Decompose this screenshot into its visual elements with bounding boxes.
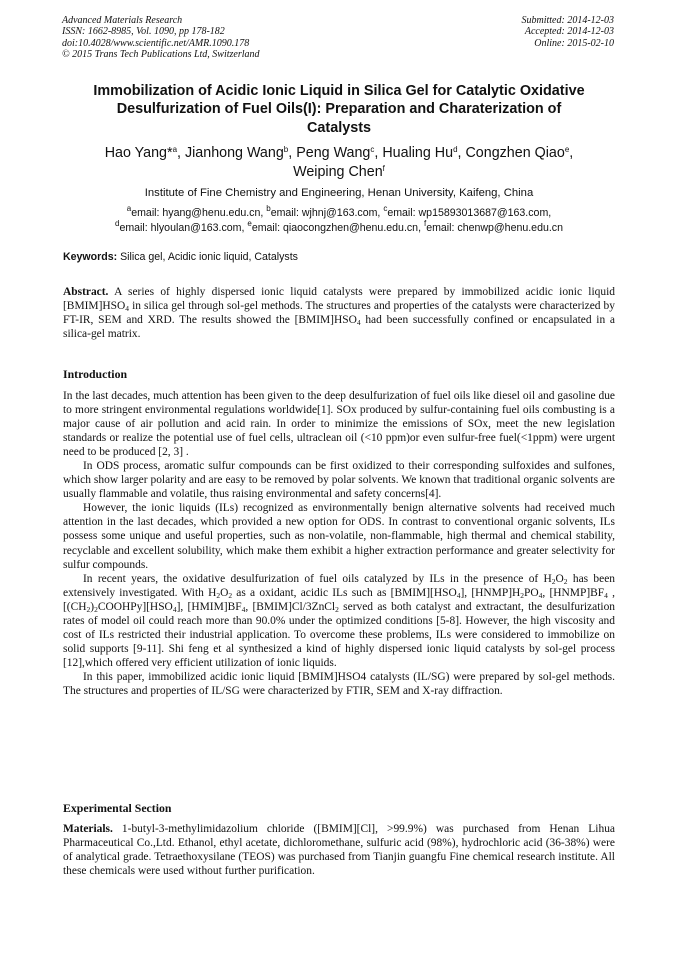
intro-paragraph-4: In recent years, the oxidative desulfurization of fuel oils catalyzed by ILs in the presence of $H_2O_2$ has been extensively investigated. With $H_2O_2$ as a oxidant, acidic ILs such as $[BMIM][HSO_4]$, $[HNMP]H_2PO_4$, $[HNMP]BF_4$ $,[(CH_2)_2COOHPy][HSO_4]$, $[HMIM]BF_4$, [BMIM]Cl/3ZnCl$_2$ served as both catalyst and extractant, the desulfurization rates of model oil could reach more than 90.0% under the optimized conditions [5-8]. However, the high viscosity and cost of ILs restricted their industrial application. To overcome these problems, ILs were considered to immobilize on solid supports [9-11]. Shi feng et al synthesized a kind of highly dispersed ionic liquid catalysts by sol-gel process [12],which offered very efficient utilization of ionic liquids. bbox=[63, 572, 616, 669]
abstract: Abstract. A series of highly dispersed ionic liquid catalysts were prepared by immobilized acidic ionic liquid $[BMIM]HSO_4$ in silica gel through sol-gel methods. The structures and properties of the catalysts were characterized by FT-IR, SEM and XRD. The results showed the $[BMIM]HSO_4$ had been successfully confined or encapsulated in a silica-gel matrix. bbox=[63, 286, 615, 341]
intro-paragraph-5: In this paper, immobilized acidic ionic liquid [BMIM]HSO4 catalysts (IL/SG) were prepared by sol-gel methods. The structures and properties of IL/SG were characterized by FTIR, SEM and X-ray diffraction. bbox=[63, 670, 615, 697]
author: Jianhong Wang$^b$, bbox=[184, 145, 297, 161]
email-entry[interactable]: $^d$email: hlyoulan@163.com, bbox=[114, 218, 248, 234]
author: Hao Yang*$^a$, bbox=[104, 145, 185, 161]
keywords-text: Silica gel, Acidic ionic liquid, Catalysts bbox=[117, 251, 298, 263]
intro-paragraph-1: In the last decades, much attention has been given to the deep desulfurization of fuel oils like diesel oil and gasoline due to more stringent environmental regulations worldwide[1]. SOx produced by sulfur-containing fuel oils combusting is a major cause of air pollution and acid rain. In order to minimize the emissions of SOx, meet the new legislation standards or realize the potential use of fuel cells, ultraclean oil (<10 ppm)or even sulfur-free fuel(<1ppm) were urgent need to be produced [2, 3] . bbox=[63, 390, 615, 459]
intro-paragraph-3: However, the ionic liquids (ILs) recognized as environmentally benign alternative solvents had received much attention in the last decades, which provided a new option for ODS. In contrast to conventional organic solvents, ILs possess some unique and useful properties, such as non-volatile, non-flammable, high thermal and chemical stability, recyclable and excellent solubility, which make them exhibit a higher extraction performance and greater selectivity for sulfur compounds. bbox=[63, 502, 615, 571]
journal-name: Advanced Materials Research bbox=[62, 15, 183, 26]
affiliation: Institute of Fine Chemistry and Engineering, Henan University, Kaifeng, China bbox=[144, 187, 534, 199]
email-entry[interactable]: $^f$email: chenwp@henu.edu.cn bbox=[423, 218, 563, 234]
author-emails bbox=[44, 206, 634, 235]
keywords-label: Keywords: bbox=[63, 251, 118, 263]
author: Weiping Chen$^f$ bbox=[293, 164, 385, 180]
title-line-3: Catalysts bbox=[307, 119, 371, 136]
email-entry[interactable]: $^e$email: qiaocongzhen@henu.edu.cn, bbox=[247, 218, 424, 234]
materials-paragraph bbox=[63, 822, 615, 878]
title-line-2: Desulfurization of Fuel Oils(I): Preparation and Charaterization of bbox=[116, 101, 562, 118]
journal-header-left bbox=[62, 15, 260, 61]
journal-header-right bbox=[522, 15, 615, 49]
materials-text: 1-butyl-3-methylimidazolium chloride ([BMIM][Cl], >99.9%) was purchased from Henan Lihua Pharmaceutical Co.,Ltd. Ethanol, ethyl acetate, dichloromethane, sulfuric acid (98%), hydrochloric acid (36-38%) were of analytical grade. Tetraethoxysilane (TEOS) was purchased from Tianjin guangfu Fine chemical research institute. All these chemicals were used without further purification. bbox=[63, 823, 615, 878]
author: Congzhen Qiao$^e$, bbox=[465, 145, 574, 161]
keywords bbox=[63, 250, 615, 264]
abstract-label: Abstract. bbox=[63, 286, 109, 298]
copyright-line: © 2015 Trans Tech Publications Ltd, Switzerland bbox=[62, 49, 260, 61]
title-line-1: Immobilization of Acidic Ionic Liquid in Silica Gel for Catalytic Oxidative bbox=[93, 83, 585, 99]
materials-label: Materials. bbox=[63, 823, 113, 835]
submitted-date: Submitted: 2014-12-03 bbox=[521, 15, 614, 26]
author-list bbox=[50, 144, 628, 182]
introduction-heading: Introduction bbox=[63, 367, 128, 381]
author: Peng Wang$^c$, bbox=[296, 145, 383, 161]
accepted-date: Accepted: 2014-12-03 bbox=[524, 26, 614, 38]
online-date: Online: 2015-02-10 bbox=[534, 37, 614, 49]
email-entry[interactable]: $^c$email: wp15893013687@163.com, bbox=[383, 204, 552, 219]
email-entry[interactable]: $^a$email: hyang@henu.edu.cn, bbox=[126, 204, 267, 219]
introduction-body bbox=[63, 389, 615, 698]
paper-title bbox=[50, 82, 628, 137]
issn-line: ISSN: 1662-8985, Vol. 1090, pp 178-182 bbox=[62, 26, 225, 38]
email-entry[interactable]: $^b$email: wjhnj@163.com, bbox=[266, 204, 384, 219]
doi-line[interactable]: doi:10.4028/www.scientific.net/AMR.1090.178 bbox=[62, 37, 250, 49]
experimental-heading: Experimental Section bbox=[63, 801, 172, 815]
author: Hualing Hu$^d$, bbox=[382, 145, 466, 161]
intro-paragraph-2: In ODS process, aromatic sulfur compounds can be first oxidized to their corresponding sulfoxides and sulfones, which show larger polarity and are easy to be removed by polar solvents. We known that traditional organic solvents are usually flammable and volatile, thus raising environmental and safety concerns[4]. bbox=[63, 460, 615, 501]
